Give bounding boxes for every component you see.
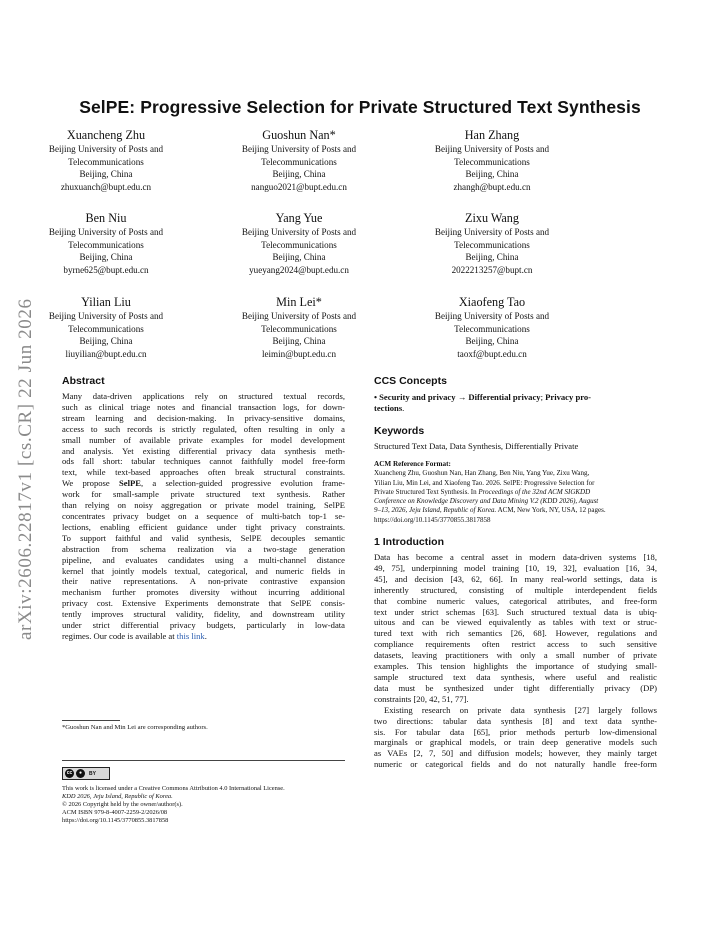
abstract-line: abstraction from schema realization via a two-stage generation <box>62 543 345 554</box>
ccs-concepts <box>374 392 657 414</box>
author-affiliation: Beijing University of Posts and <box>241 144 357 154</box>
author-location: Beijing, China <box>79 252 133 263</box>
author-email: zhuxuanch@bupt.edu.cn <box>60 181 152 192</box>
paragraph-line: data must be synthesized under tight differentially privacy (DP) <box>374 682 657 693</box>
paragraph-line: sample structured text data synthesis, where useful and realistic <box>374 671 657 682</box>
introduction-paragraph-2 <box>374 705 657 770</box>
author-name: Xuancheng Zhu <box>66 128 146 142</box>
author-card <box>397 211 587 276</box>
abstract-line: tently improves structural validity, fidelity, and downstream utility <box>62 609 345 620</box>
author-affiliation: Telecommunications <box>68 239 144 250</box>
author-email: 2022213257@bupt.cn <box>451 264 533 275</box>
paragraph-line: marginals or graphical models, or train deep generative models such <box>374 737 657 748</box>
abstract-line: and analysis. Yet existing differential privacy data synthesis meth- <box>62 445 345 456</box>
author-affiliation: Beijing University of Posts and <box>48 311 164 321</box>
author-name: Yilian Liu <box>81 295 131 309</box>
footnote-rule <box>62 720 120 721</box>
ccs-concept-secondary: Privacy pro- <box>545 392 592 402</box>
paragraph-line: sis. For tabular data [65], prior methods perturb low-dimensional <box>374 726 657 737</box>
author-location: Beijing, China <box>79 169 133 180</box>
paragraph-line: inherently structured, consisting of multiple interdependent fields <box>374 584 657 595</box>
license-text <box>62 785 352 825</box>
license-rule <box>62 760 345 761</box>
author-affiliation: Beijing University of Posts and <box>434 227 550 237</box>
license-line: © 2026 Copyright held by the owner/author(s). <box>62 801 183 809</box>
author-name: Guoshun Nan* <box>262 128 336 142</box>
author-location: Beijing, China <box>79 336 133 347</box>
author-name: Zixu Wang <box>465 211 519 225</box>
author-location: Beijing, China <box>465 169 519 180</box>
acm-ref-doi: https://doi.org/10.1145/3770855.3817858 <box>374 515 491 524</box>
ccs-heading: CCS Concepts <box>374 375 447 387</box>
abstract-line: than relying on noisy aggregation or private model training, SelPE <box>62 500 345 511</box>
abstract-line: stream learning and decision-making. In privacy-sensitive domains, <box>62 412 345 423</box>
author-card <box>204 211 394 276</box>
author-email: liuyilian@bupt.edu.cn <box>65 348 147 359</box>
paragraph-line: uitous and can be viewed equivalently as tables with text or struc- <box>374 617 657 628</box>
abstract-line: small number of available private examples for model development <box>62 434 345 445</box>
author-affiliation: Telecommunications <box>261 156 337 167</box>
abstract-line: such as clinical triage notes and financial transaction logs, for down- <box>62 401 345 412</box>
paragraph-line: compliance requirements often restrict access to such sensitive <box>374 639 657 650</box>
license-line: https://doi.org/10.1145/3770855.3817858 <box>62 817 169 825</box>
license-line: ACM ISBN 979-8-4007-2259-2/2026/08 <box>62 809 168 817</box>
author-card <box>397 128 587 193</box>
author-name: Xiaofeng Tao <box>458 295 526 309</box>
ccs-concept-secondary-cont: tections <box>374 402 403 413</box>
abstract-line: pipeline, and evaluates candidates using a multi-channel distance <box>62 554 345 565</box>
author-name: Yang Yue <box>275 211 323 225</box>
acm-ref-line: Xuancheng Zhu, Guoshun Nan, Han Zhang, Ben Niu, Yang Yue, Zixu Wang, <box>374 469 590 478</box>
paragraph-line: 45], and decision [43, 62, 66]. In many real-world settings, data is <box>374 573 657 584</box>
keywords-text: Structured Text Data, Data Synthesis, Differentially Private <box>374 440 579 451</box>
abstract-body <box>62 391 345 642</box>
acm-ref-line: Private Structured Text Synthesis. In <box>374 487 479 496</box>
acm-ref-dates: 9–13, 2026, Jeju Island, Republic of Korea. <box>374 506 497 515</box>
acm-reference <box>374 469 657 525</box>
abstract-line: To support faithful and valid synthesis, SelPE decouples semantic <box>62 532 345 543</box>
abstract-line: privacy cost. Extensive Experiments demonstrate that SelPE consis- <box>62 598 345 609</box>
author-email: leimin@bupt.edu.cn <box>261 348 337 359</box>
author-card <box>204 128 394 193</box>
license-line: This work is licensed under a Creative Commons Attribution 4.0 International License. <box>62 785 285 792</box>
paragraph-line: examples. This tension highlights the importance of studying small- <box>374 661 657 672</box>
abstract-line: work for small-sample private structured text synthesis. Rather <box>62 489 345 500</box>
author-location: Beijing, China <box>272 336 326 347</box>
author-location: Beijing, China <box>465 336 519 347</box>
abstract-line: Many data-driven applications rely on structured textual records, <box>62 391 345 401</box>
author-name: Ben Niu <box>85 211 127 225</box>
author-card <box>397 295 587 360</box>
author-card <box>11 295 201 360</box>
abstract-line: regimes. Our code is available at this link. <box>62 630 207 641</box>
author-affiliation: Telecommunications <box>454 239 530 250</box>
abstract-line: their native representations. A non-private contrastive expansion <box>62 576 345 587</box>
abstract-line: access to such records is strictly regulated, often resulting in only a <box>62 423 345 434</box>
author-affiliation: Telecommunications <box>454 156 530 167</box>
author-affiliation: Beijing University of Posts and <box>241 227 357 237</box>
acm-ref-line: Yilian Liu, Min Lei, and Xiaofeng Tao. 2026. SelPE: Progressive Selection for <box>374 478 595 487</box>
author-affiliation: Beijing University of Posts and <box>434 144 550 154</box>
abstract-line: under strict differential privacy budgets, particularly in low-data <box>62 620 345 631</box>
author-email: taoxf@bupt.edu.cn <box>457 348 527 359</box>
abstract-line: text, while text-based approaches often break structural constraints. <box>62 467 345 478</box>
author-location: Beijing, China <box>272 169 326 180</box>
paper-title: SelPE: Progressive Selection for Private Structured Text Synthesis <box>79 97 641 117</box>
license-line: KDD 2026, Jeju Island, Republic of Korea. <box>62 793 173 801</box>
author-email: yueyang2024@bupt.edu.cn <box>249 264 349 275</box>
author-email: byrne625@bupt.edu.cn <box>63 264 149 275</box>
abstract-line: mechanism further promotes diversity without incurring additional <box>62 587 345 598</box>
author-affiliation: Telecommunications <box>454 323 530 334</box>
keywords-heading: Keywords <box>374 424 425 437</box>
abstract-line: concentrates privacy budget on a sequence of multi-batch top-1 se- <box>62 510 345 521</box>
author-card <box>11 211 201 276</box>
abstract-heading: Abstract <box>62 375 105 387</box>
cc-by-label: BY <box>89 770 96 777</box>
introduction-heading: 1 Introduction <box>374 536 444 548</box>
code-link[interactable]: this link <box>176 630 205 641</box>
paragraph-line: as VAEs [2, 7, 50] and diffusion models; however, they mainly target <box>374 748 657 759</box>
author-affiliation: Telecommunications <box>68 323 144 334</box>
abstract-line: kernel that jointly models textual, categorical, and numeric fields in <box>62 565 345 576</box>
right-column <box>374 375 657 770</box>
cc-icon: cc <box>66 770 73 776</box>
abstract-line: ods fall short: tabular techniques cannot faithfully model free-form <box>62 456 345 467</box>
paragraph-line: two directions: tabular data synthesis [8] and text data synthe- <box>374 715 657 726</box>
author-card <box>11 128 201 193</box>
paragraph-line: constraints [20, 42, 51, 77]. <box>374 693 469 704</box>
acm-ref-publisher: ACM, New York, NY, USA, 12 pages. <box>496 506 606 515</box>
author-affiliation: Telecommunications <box>261 239 337 250</box>
ccs-period: . <box>402 402 405 413</box>
corresponding-author-footnote: *Guoshun Nan and Min Lei are corresponding authors. <box>62 724 208 731</box>
author-affiliation: Beijing University of Posts and <box>434 311 550 321</box>
ccs-separator: ; <box>540 392 546 402</box>
paragraph-line: numeric or categorical fields and do not naturally handle free-form <box>374 759 657 770</box>
author-affiliation: Telecommunications <box>68 156 144 167</box>
arxiv-identifier: arXiv:2606.22817v1 [cs.CR] 22 Jun 2026 <box>15 298 36 640</box>
paragraph-line: Existing research on private data synthesis [27] largely follows <box>384 704 657 715</box>
paragraph-line: 49, 75], underpinning model training [10, 19, 32], evaluation [16, 34, <box>374 562 657 573</box>
paragraph-line: Data has become a central asset in modern data-driven systems [18, <box>374 552 657 562</box>
author-name: Min Lei* <box>276 295 322 309</box>
author-card <box>204 295 394 360</box>
author-email: zhangh@bupt.edu.cn <box>453 181 531 192</box>
author-name: Han Zhang <box>464 128 520 142</box>
author-affiliation: Beijing University of Posts and <box>48 144 164 154</box>
introduction-paragraph-1 <box>374 552 657 705</box>
acm-ref-conference: Conference on Knowledge Discovery and Data Mining V.2 (KDD 2026), August <box>374 497 599 506</box>
paragraph-line: that combine numeric values, categorical attributes, and free-form <box>374 595 657 606</box>
acm-ref-proceedings: Proceedings of the 32nd ACM SIGKDD <box>478 487 591 496</box>
abstract-line: We propose SelPE, a selection-guided progressive evolution frame- <box>62 478 345 489</box>
person-icon: ● <box>76 769 85 778</box>
author-location: Beijing, China <box>272 252 326 263</box>
acm-ref-heading: ACM Reference Format: <box>374 459 451 468</box>
cc-by-license-badge <box>62 767 110 780</box>
abstract-section <box>62 375 345 642</box>
author-affiliation: Beijing University of Posts and <box>48 227 164 237</box>
paragraph-line: text under strict schemas [63]. Such structured textual data is ubiq- <box>374 606 657 617</box>
author-email: nanguo2021@bupt.edu.cn <box>251 181 347 192</box>
author-affiliation: Telecommunications <box>261 323 337 334</box>
paragraph-line: tured text with rich semantics [26, 68]. However, regulations and <box>374 628 657 639</box>
ccs-concept-primary: • Security and privacy → Differential privacy <box>374 392 541 402</box>
author-location: Beijing, China <box>465 252 519 263</box>
paragraph-line: datasets, leaving practitioners with only a small number of private <box>374 650 657 661</box>
abstract-line: lections, enabling efficient guidance under tight privacy constraints. <box>62 521 345 532</box>
author-affiliation: Beijing University of Posts and <box>241 311 357 321</box>
